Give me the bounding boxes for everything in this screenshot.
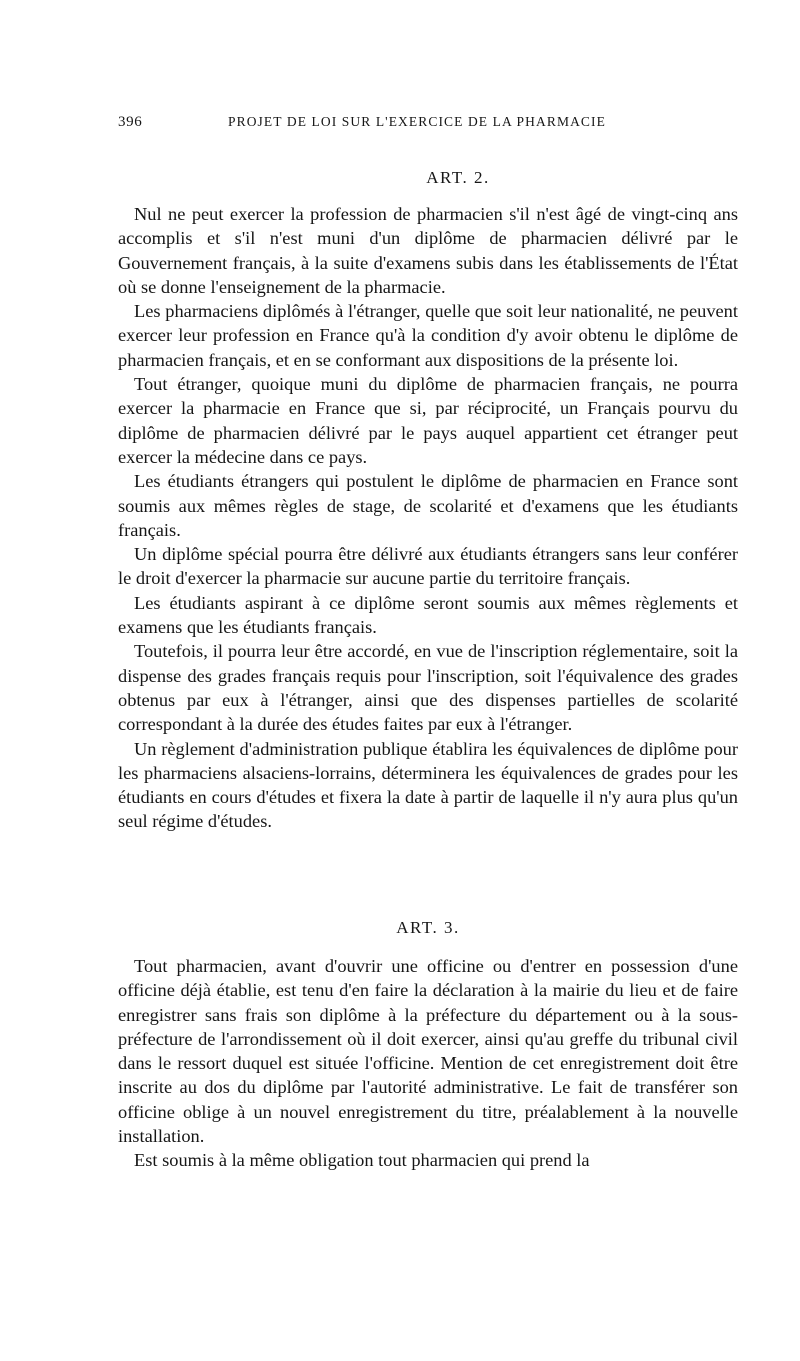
running-head bbox=[118, 114, 738, 134]
document-page bbox=[118, 0, 738, 1361]
paragraph: Un diplôme spécial pourra être délivré aux étudiants étrangers sans leur conférer le droit d'exercer la pharmacie sur aucune partie du territoire français. bbox=[118, 544, 738, 589]
article-2-heading: ART. 2. bbox=[426, 168, 490, 187]
page-number: 396 bbox=[118, 114, 143, 130]
paragraph: Tout pharmacien, avant d'ouvrir une officine ou d'entrer en possession d'une officine déjà établie, est tenu d'en faire la déclaration à la mairie du lieu et de faire enregistrer sans frais son diplôme à la préfecture du département ou à la sous-préfecture de l'arrondissement où il doit exercer, ainsi qu'au greffe du tribunal civil dans le ressort duquel est située l'officine. Mention de cet enregistrement doit être inscrite au dos du diplôme par l'autorité administrative. Le fait de transférer son officine oblige à un nouvel enregistrement du titre, préalablement à la nouvelle installation. bbox=[118, 956, 738, 1147]
paragraph: Les étudiants aspirant à ce diplôme seront soumis aux mêmes règlements et examens que les étudiants français. bbox=[118, 592, 738, 638]
running-title: PROJET DE LOI SUR L'EXERCICE DE LA PHARMACIE bbox=[228, 114, 606, 129]
paragraph: Les étudiants étrangers qui postulent le diplôme de pharmacien en France sont soumis aux mêmes règles de stage, de scolarité et d'examens que les étudiants français. bbox=[118, 471, 738, 540]
paragraph: Un règlement d'administration publique établira les équivalences de diplôme pour les pharmaciens alsaciens-lorrains, déterminera les équivalences de grades pour les étudiants en cours d'études et fixera la date à partir de laquelle il n'y aura plus qu'un seul régime d'études. bbox=[118, 738, 738, 832]
article-2-body bbox=[118, 202, 738, 834]
paragraph: Tout étranger, quoique muni du diplôme de pharmacien français, ne pourra exercer la pharmacie en France que si, par réciprocité, un Français pourvu du diplôme de pharmacien délivré par le pays auquel appartient cet étranger peut exercer la médecine dans ce pays. bbox=[118, 374, 738, 467]
paragraph: Les pharmaciens diplômés à l'étranger, quelle que soit leur nationalité, ne peuvent exercer leur profession en France qu'à la condition d'y avoir obtenu le diplôme de pharmacien français, et en se conformant aux dispositions de la présente loi. bbox=[118, 301, 738, 370]
article-3-heading: ART. 3. bbox=[396, 918, 460, 937]
paragraph: Toutefois, il pourra leur être accordé, en vue de l'inscription réglementaire, soit la dispense des grades français requis pour l'inscription, soit l'équivalence des grades obtenus par eux à l'étranger, ainsi que des dispenses partielles de scolarité correspondant à la durée des études faites par eux à l'étranger. bbox=[118, 641, 738, 735]
paragraph: Est soumis à la même obligation tout pharmacien qui prend la bbox=[134, 1150, 590, 1171]
article-3-body bbox=[118, 954, 738, 1173]
paragraph: Nul ne peut exercer la profession de pharmacien s'il n'est âgé de vingt-cinq ans accomplis et s'il n'est muni d'un diplôme de pharmacien délivré par le Gouvernement français, à la suite d'examens subis dans les établissements de l'État où se donne l'enseignement de la pharmacie. bbox=[118, 204, 738, 297]
